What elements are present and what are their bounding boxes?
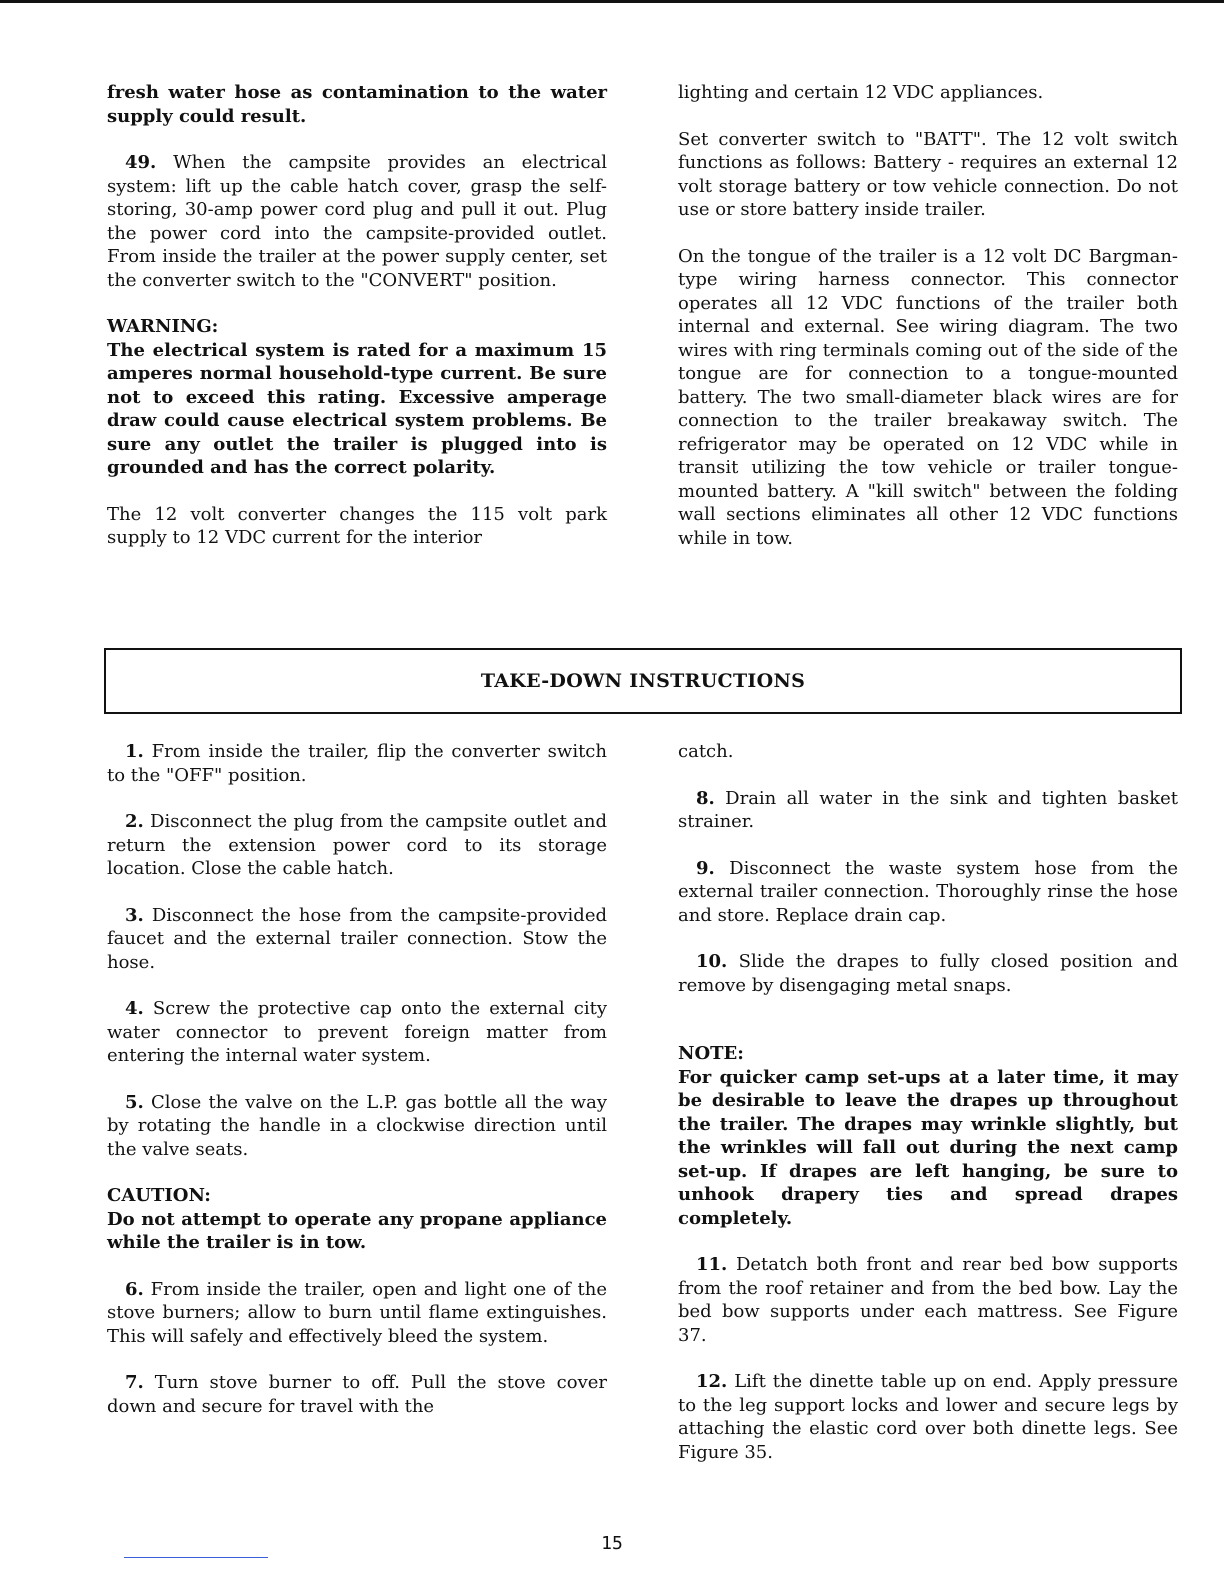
step-text: Disconnect the hose from the campsite-provided faucet and the external trailer connection. Stow the hose. [107,904,607,973]
step-text: Turn stove burner to off. Pull the stove cover down and secure for travel with the [107,1372,607,1417]
step-2 [107,810,607,881]
page-number: 15 [601,1533,623,1554]
step-1 [107,740,607,787]
column-1 [107,81,607,573]
note-heading: NOTE: [678,1043,744,1064]
step-9 [678,857,1178,928]
step-number: 12. [696,1371,728,1392]
caution-body: Do not attempt to operate any propane appliance while the trailer is in tow. [107,1208,607,1253]
column-3 [107,740,607,1441]
step-number: 1. [125,741,144,762]
step-10 [678,950,1178,997]
paragraph-lighting: lighting and certain 12 VDC appliances. [678,82,1044,103]
section-title: TAKE-DOWN INSTRUCTIONS [480,670,806,692]
footer-rule [124,1557,268,1558]
step-text: Close the valve on the L.P. gas bottle all the way by rotating the handle in a clockwise direction until the valve seats. [107,1091,607,1160]
warning-body: The electrical system is rated for a maximum 15 amperes normal household-type current. Be sure not to exceed this rating. Excessive amperage draw could cause electrical system problems. Be sure any outlet the trailer is plugged into is grounded and has the correct polarity. [107,339,607,478]
step-text: Screw the protective cap onto the external city water connector to prevent foreign matter from entering the internal water system. [107,998,607,1066]
step-number: 4. [125,998,144,1019]
step-11 [678,1253,1178,1347]
top-rule [0,0,1224,3]
caution-heading: CAUTION: [107,1185,211,1206]
step-text: Slide the drapes to fully closed position and remove by disengaging metal snaps. [678,951,1178,996]
section-header-box [104,648,1182,714]
paragraph-catch: catch. [678,741,734,762]
step-number: 8. [696,787,715,809]
warning-heading: WARNING: [107,316,219,337]
item-number: 49. [125,152,157,173]
paragraph-water-hose: fresh water hose as contamination to the water supply could result. [107,82,607,127]
step-text: Lift the dinette table up on end. Apply pressure to the leg support locks and lower and secure legs by attaching the elastic cord over both dinette legs. See Figure 35. [678,1371,1178,1463]
column-2 [678,81,1178,573]
step-8 [678,787,1178,834]
step-12 [678,1370,1178,1464]
step-text: From inside the trailer, flip the converter switch to the "OFF" position. [107,741,607,786]
step-7 [107,1371,607,1418]
paragraph-text: When the campsite provides an electrical system: lift up the cable hatch cover, grasp the self-storing, 30-amp power cord plug and pull it out. Plug the power cord into the campsite-provided outlet. From inside the trailer at the power supply center, set the converter switch to the "CONVERT" position. [107,152,607,291]
step-3 [107,904,607,975]
step-4 [107,997,607,1068]
paragraph-tongue: On the tongue of the trailer is a 12 volt DC Bargman-type wiring harness connector. This connector operates all 12 VDC functions of the trailer both internal and external. See wiring diagram. The two wires with ring terminals coming out of the side of the tongue are for connection to a tongue-mounted battery. The two small-diameter black wires are for connection to the trailer breakaway switch. The refrigerator may be operated on 12 VDC while in transit utilizing the tow vehicle or trailer tongue-mounted battery. A "kill switch" between the folding wall sections eliminates all other 12 VDC functions while in tow. [678,245,1178,549]
note-body: For quicker camp set-ups at a later time, it may be desirable to leave the drapes up throughout the trailer. The drapes may wrinkle slightly, but the wrinkles will fall out during the next camp set-up. If drapes are left hanging, be sure to unhook drapery ties and spread drapes completely. [678,1066,1178,1229]
paragraph-batt: Set converter switch to "BATT". The 12 volt switch functions as follows: Battery - requires an external 12 volt storage battery or tow vehicle connection. Do not use or store battery inside trailer. [678,128,1178,220]
paragraph-49 [107,151,607,292]
step-text: Disconnect the plug from the campsite outlet and return the extension power cord to its storage location. Close the cable hatch. [107,811,607,879]
step-number: 3. [125,904,144,926]
step-6 [107,1278,607,1349]
column-4 [678,740,1178,1487]
step-text: From inside the trailer, open and light one of the stove burners; allow to burn until flame extinguishes. This will safely and effectively bleed the system. [107,1278,607,1347]
step-number: 10. [696,951,728,972]
step-5 [107,1091,607,1162]
step-number: 7. [125,1372,144,1393]
step-text: Drain all water in the sink and tighten basket strainer. [678,787,1178,832]
step-number: 11. [696,1254,728,1275]
step-number: 9. [696,857,715,879]
step-number: 5. [125,1091,144,1113]
step-text: Disconnect the waste system hose from the external trailer connection. Thoroughly rinse the hose and store. Replace drain cap. [678,857,1178,926]
step-number: 2. [125,811,144,832]
step-number: 6. [125,1278,144,1300]
step-text: Detatch both front and rear bed bow supports from the roof retainer and from the bed bow. Lay the bed bow supports under each mattress. See Figure 37. [678,1254,1178,1346]
paragraph-converter: The 12 volt converter changes the 115 volt park supply to 12 VDC current for the interior [107,503,607,548]
